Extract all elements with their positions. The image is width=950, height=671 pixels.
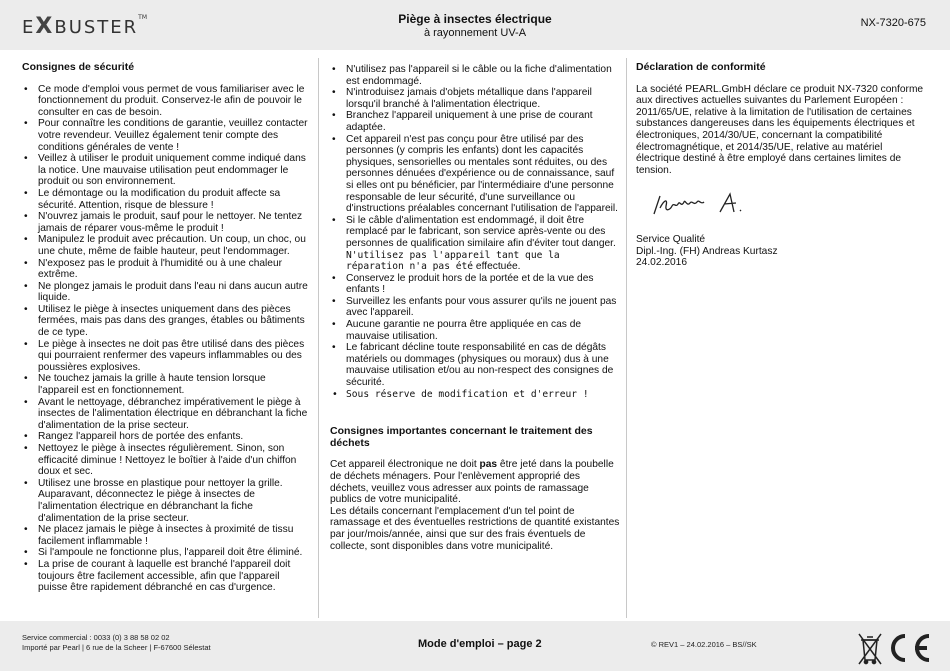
- revision-info: © REV1 – 24.02.2016 – BS//SK: [651, 640, 757, 649]
- column-divider: [318, 58, 319, 618]
- exbuster-logo: EXBUSTER™: [22, 14, 148, 39]
- footer-contact: [22, 633, 211, 653]
- middle-column: [330, 64, 620, 552]
- list-item: • Avant le nettoyage, débranchez impérativement le piège à insectes de l'alimentation électrique en débranchant la fiche d'alimentation de la prise secteur.: [22, 397, 308, 432]
- list-item: • Utilisez une brosse en plastique pour nettoyer la grille. Auparavant, déconnectez le piège à insectes de l'alimentation électrique en débranchant la fiche d'alimentation de la prise secteur.: [22, 478, 308, 524]
- column-divider: [626, 58, 627, 618]
- product-title: Piège à insectes électrique: [398, 12, 552, 26]
- list-item: • Ce mode d'emploi vous permet de vous familiariser avec le fonctionnement du produit. Conservez-le afin de pouvoir le consulter en cas de besoin.: [22, 84, 308, 119]
- page-header: [0, 0, 950, 50]
- footer-importer: Importé par Pearl | 6 rue de la Scheer | F-67600 Sélestat: [22, 643, 211, 652]
- list-item: • Veillez à utiliser le produit uniquement comme indiqué dans la notice. Une mauvaise utilisation peut endommager le produit ou son environnement.: [22, 153, 308, 188]
- conformity-heading: Déclaration de conformité: [636, 61, 766, 73]
- list-item: • La prise de courant à laquelle est branché l'appareil doit toujours être facilement accessible, afin que l'appareil puisse être rapidement débranché en cas d'urgence.: [22, 559, 308, 594]
- list-item: • Cet appareil n'est pas conçu pour être utilisé par des personnes (y compris les enfants) dont les capacités physiques, sensorielles ou mentales sont réduites, ou des personnes dénuées d'expérience ou de connaissance, sauf si elles ont pu bénéficier, par l'intermédiaire d'une personne responsable de leur sécurité, d'une surveillance ou d'instructions préalables concernant l'utilisation de l'appareil.: [330, 134, 620, 215]
- list-item: • Ne placez jamais le piège à insectes à proximité de tissu facilement inflammable !: [22, 524, 308, 547]
- list-item: • Sous réserve de modification et d'erreur !: [330, 389, 620, 401]
- page-footer: [0, 621, 950, 671]
- list-item: • Rangez l'appareil hors de portée des enfants.: [22, 431, 308, 443]
- list-item: • N'utilisez pas l'appareil si le câble ou la fiche d'alimentation est endommagé.: [330, 64, 620, 87]
- safety-heading: Consignes de sécurité: [22, 61, 135, 73]
- list-item: • Pour connaître les conditions de garantie, veuillez contacter votre revendeur. Veuillez également tenir compte des conditions générales de vente !: [22, 118, 308, 153]
- list-item: • Surveillez les enfants pour vous assurer qu'ils ne jouent pas avec l'appareil.: [330, 296, 620, 319]
- list-item: • Manipulez le produit avec précaution. Un coup, un choc, ou une chute, même de faible hauteur, peut l'endommager.: [22, 234, 308, 257]
- list-item: • Branchez l'appareil uniquement à une prise de courant adaptée.: [330, 110, 620, 133]
- product-code: NX-7320-675: [860, 17, 926, 29]
- cable-end: effectuée.: [475, 261, 521, 273]
- list-item: • N'introduisez jamais d'objets métallique dans l'appareil lorsqu'il branché à l'alimentation électrique.: [330, 87, 620, 110]
- document-title: [0, 12, 950, 39]
- page-number: Mode d'emploi – page 2: [418, 638, 542, 650]
- service-label: Service Qualité: [636, 233, 706, 245]
- cable-text: Si le câble d'alimentation est endommagé, il doit être remplacé par le fabricant, son service après-vente ou des personnes de qualification similaire afin d'éviter tout danger.: [346, 214, 616, 249]
- list-item: • Ne touchez jamais la grille à haute tension lorsque l'appareil est en fonctionnement.: [22, 373, 308, 396]
- list-item: • Aucune garantie ne pourra être appliquée en cas de mauvaise utilisation.: [330, 319, 620, 342]
- cable-warning: N'utilisez pas l'appareil tant que la réparation n'a pas été: [346, 249, 560, 273]
- conformity-column: [636, 62, 926, 269]
- conformity-text: La société PEARL.GmbH déclare ce produit NX-7320 conforme aux directives actuelles suivantes du Parlement Européen : 2011/65/UE, relative à la limitation de l'utilisation de certaines substances dangereuses dans les équipements électriques et électroniques, 2014/30/UE, concernant la compatibilité électromagnétique, et 2014/35/UE, relative au matériel électrique destiné à être employé dans certaines limites de tension.: [636, 83, 924, 176]
- disposal-paragraph: Cet appareil électronique ne doit pas être jeté dans la poubelle de déchets ménagers. Pour l'enlèvement approprié des déchets, veuillez vous adresser aux points de ramassage publics de votre municipalité.: [330, 459, 614, 506]
- weee-bin-icon: [859, 634, 881, 664]
- ce-mark-icon: [893, 636, 929, 660]
- safety-column: [22, 62, 308, 594]
- list-item: • Ne plongez jamais le produit dans l'eau ni dans aucun autre liquide.: [22, 281, 308, 304]
- list-item: • Utilisez le piège à insectes uniquement dans des pièces fermées, mais pas dans des granges, étables ou bâtiments de ce type.: [22, 304, 308, 339]
- disposal-details: Les détails concernant l'emplacement d'un tel point de ramassage et des éventuelles restrictions de quantité existantes par jour/mois/année, ainsi que sur des frais éventuels de collecte, sont disponibles dans votre municipalité.: [330, 505, 620, 552]
- list-item: • Conservez le produit hors de la portée et de la vue des enfants !: [330, 273, 620, 296]
- list-item: • Nettoyez le piège à insectes régulièrement. Sinon, son efficacité diminue ! Nettoyez le boîtier à l'aide d'un chiffon doux et sec.: [22, 443, 308, 478]
- list-item: • Le piège à insectes ne doit pas être utilisé dans des pièces qui pourraient renfermer des vapeurs inflammables ou des poussières explosives.: [22, 339, 308, 374]
- safety-list: [22, 84, 308, 594]
- signatory-name: Dipl.-Ing. (FH) Andreas Kurtasz: [636, 245, 778, 257]
- footer-service: Service commercial : 0033 (0) 3 88 58 02 02: [22, 633, 170, 642]
- list-item: • N'exposez pas le produit à l'humidité ou à une chaleur extrême.: [22, 258, 308, 281]
- list-item: • Le fabricant décline toute responsabilité en cas de dégâts matériels ou dommages (physiques ou moraux) dus à une mauvaise utilisation et/ou au non-respect des consignes de sécurité.: [330, 342, 620, 388]
- list-item: • Si l'ampoule ne fonctionne plus, l'appareil doit être éliminé.: [22, 547, 308, 559]
- signature-date: 24.02.2016: [636, 257, 687, 269]
- safety-list-continued: [330, 64, 620, 400]
- list-item: • N'ouvrez jamais le produit, sauf pour le nettoyer. Ne tentez jamais de réparer vous-même le produit !: [22, 211, 308, 234]
- product-subtitle: à rayonnement UV-A: [423, 27, 527, 39]
- disposal-heading: Consignes importantes concernant le traitement des déchets: [330, 425, 593, 449]
- list-item: [330, 215, 620, 273]
- signature-image: [650, 190, 926, 224]
- list-item: • Le démontage ou la modification du produit affecte sa sécurité. Attention, risque de blessure !: [22, 188, 308, 211]
- footer-icons: [857, 630, 933, 671]
